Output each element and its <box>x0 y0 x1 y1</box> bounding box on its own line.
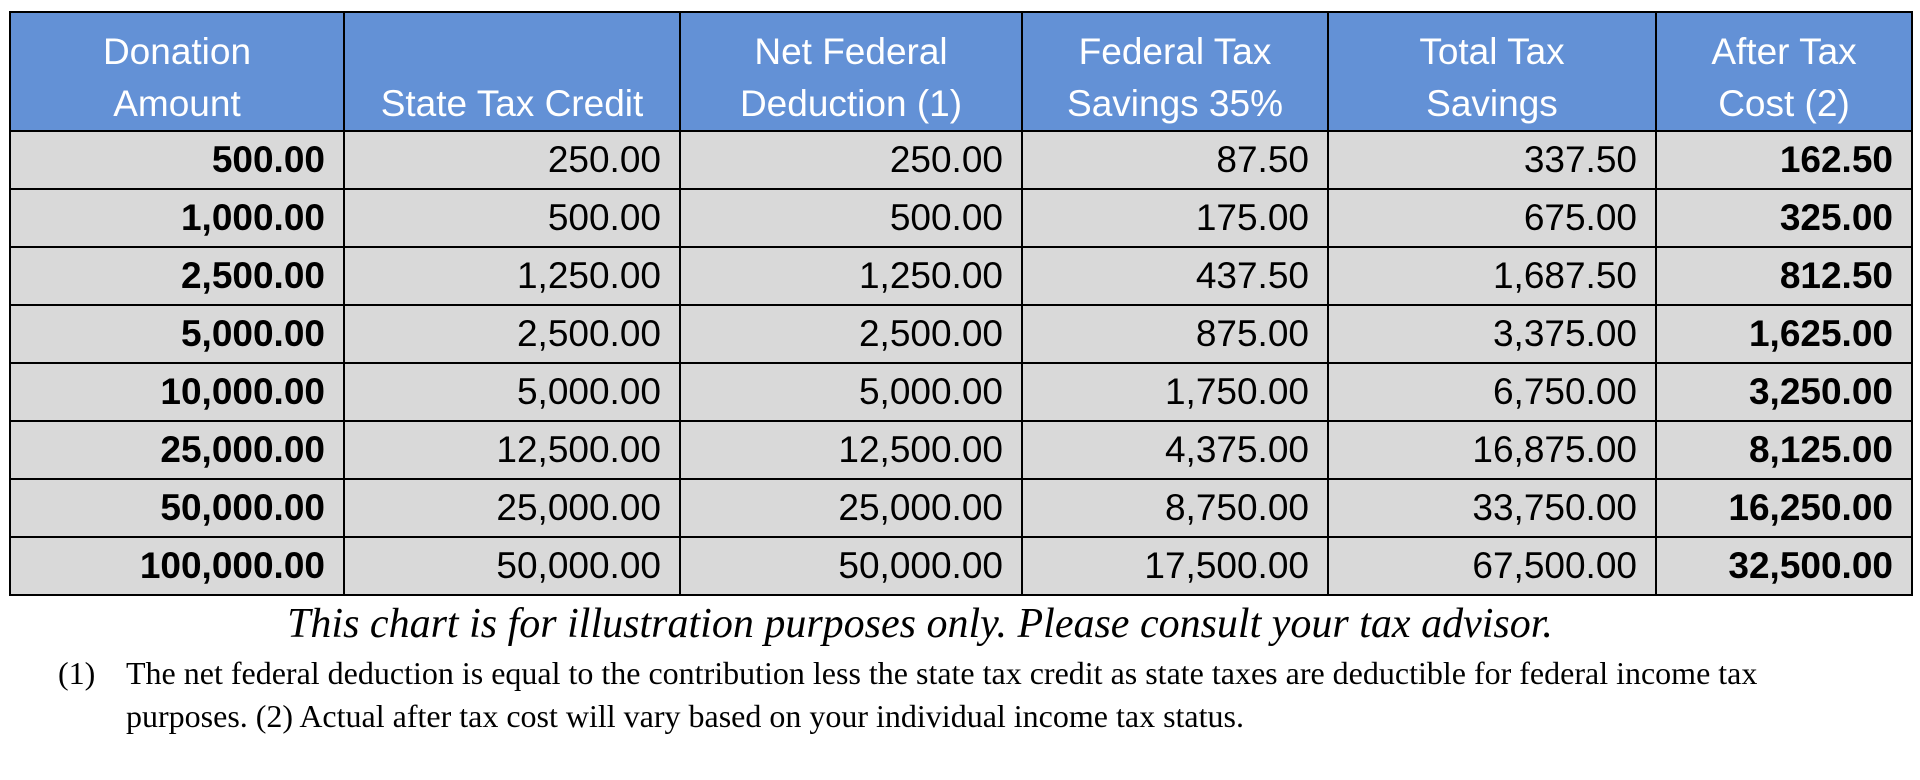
header-line: Federal Tax <box>1078 31 1272 72</box>
state-tax-credit-cell: 12,500.00 <box>344 421 680 479</box>
header-line: Amount <box>113 83 241 124</box>
header-line: Net Federal <box>754 31 948 72</box>
table-row <box>10 421 1912 479</box>
after-tax-cost-cell: 325.00 <box>1656 189 1912 247</box>
state-tax-credit-cell: 500.00 <box>344 189 680 247</box>
donation-amount-cell: 500.00 <box>10 131 344 189</box>
state-tax-credit-cell: 2,500.00 <box>344 305 680 363</box>
total-tax-savings-cell: 337.50 <box>1328 131 1656 189</box>
table-row <box>10 189 1912 247</box>
total-tax-savings-cell: 6,750.00 <box>1328 363 1656 421</box>
header-line: Savings 35% <box>1067 83 1283 124</box>
header-line: Cost (2) <box>1718 83 1850 124</box>
net-federal-deduction-cell: 50,000.00 <box>680 537 1022 595</box>
donation-amount-cell: 2,500.00 <box>10 247 344 305</box>
after-tax-cost-cell: 16,250.00 <box>1656 479 1912 537</box>
net-federal-deduction-cell: 25,000.00 <box>680 479 1022 537</box>
header-total-tax-savings <box>1328 12 1656 131</box>
federal-tax-savings-cell: 8,750.00 <box>1022 479 1328 537</box>
state-tax-credit-cell: 1,250.00 <box>344 247 680 305</box>
federal-tax-savings-cell: 875.00 <box>1022 305 1328 363</box>
donation-amount-cell: 25,000.00 <box>10 421 344 479</box>
total-tax-savings-cell: 3,375.00 <box>1328 305 1656 363</box>
header-federal-tax-savings <box>1022 12 1328 131</box>
footnote-marker: (1) <box>58 655 96 691</box>
net-federal-deduction-cell: 250.00 <box>680 131 1022 189</box>
federal-tax-savings-cell: 1,750.00 <box>1022 363 1328 421</box>
header-donation-amount <box>10 12 344 131</box>
header-line: Total Tax <box>1419 31 1565 72</box>
table-header-row <box>10 12 1912 131</box>
federal-tax-savings-cell: 4,375.00 <box>1022 421 1328 479</box>
net-federal-deduction-cell: 1,250.00 <box>680 247 1022 305</box>
donation-amount-cell: 50,000.00 <box>10 479 344 537</box>
federal-tax-savings-cell: 87.50 <box>1022 131 1328 189</box>
table-row <box>10 247 1912 305</box>
header-after-tax-cost <box>1656 12 1912 131</box>
state-tax-credit-cell: 250.00 <box>344 131 680 189</box>
federal-tax-savings-cell: 17,500.00 <box>1022 537 1328 595</box>
after-tax-cost-cell: 1,625.00 <box>1656 305 1912 363</box>
total-tax-savings-cell: 675.00 <box>1328 189 1656 247</box>
total-tax-savings-cell: 16,875.00 <box>1328 421 1656 479</box>
net-federal-deduction-cell: 500.00 <box>680 189 1022 247</box>
after-tax-cost-cell: 8,125.00 <box>1656 421 1912 479</box>
table-row <box>10 537 1912 595</box>
net-federal-deduction-cell: 5,000.00 <box>680 363 1022 421</box>
table-row <box>10 131 1912 189</box>
donation-amount-cell: 5,000.00 <box>10 305 344 363</box>
header-net-federal-deduction <box>680 12 1022 131</box>
donation-amount-cell: 100,000.00 <box>10 537 344 595</box>
federal-tax-savings-cell: 437.50 <box>1022 247 1328 305</box>
header-state-tax-credit <box>344 12 680 131</box>
header-line: Deduction (1) <box>739 83 963 124</box>
net-federal-deduction-cell: 12,500.00 <box>680 421 1022 479</box>
donation-tax-table <box>9 11 1913 596</box>
after-tax-cost-cell: 162.50 <box>1656 131 1912 189</box>
after-tax-cost-cell: 32,500.00 <box>1656 537 1912 595</box>
after-tax-cost-cell: 812.50 <box>1656 247 1912 305</box>
federal-tax-savings-cell: 175.00 <box>1022 189 1328 247</box>
donation-amount-cell: 1,000.00 <box>10 189 344 247</box>
footnote <box>58 652 1848 738</box>
header-line: Savings <box>1426 83 1558 124</box>
total-tax-savings-cell: 67,500.00 <box>1328 537 1656 595</box>
net-federal-deduction-cell: 2,500.00 <box>680 305 1022 363</box>
total-tax-savings-cell: 33,750.00 <box>1328 479 1656 537</box>
header-line: Donation <box>102 31 252 72</box>
header-line: After Tax <box>1711 31 1857 72</box>
total-tax-savings-cell: 1,687.50 <box>1328 247 1656 305</box>
after-tax-cost-cell: 3,250.00 <box>1656 363 1912 421</box>
disclaimer-text: This chart is for illustration purposes only. Please consult your tax advisor. <box>287 601 1553 647</box>
state-tax-credit-cell: 25,000.00 <box>344 479 680 537</box>
footnote-text: The net federal deduction is equal to the contribution less the state tax credit as state taxes are deductible for federal income tax purposes. (2) Actual after tax cost will vary based on your individual income tax status. <box>126 655 1758 734</box>
header-line: State Tax Credit <box>380 83 644 124</box>
table-row <box>10 305 1912 363</box>
state-tax-credit-cell: 5,000.00 <box>344 363 680 421</box>
table-row <box>10 479 1912 537</box>
table-row <box>10 363 1912 421</box>
state-tax-credit-cell: 50,000.00 <box>344 537 680 595</box>
donation-amount-cell: 10,000.00 <box>10 363 344 421</box>
